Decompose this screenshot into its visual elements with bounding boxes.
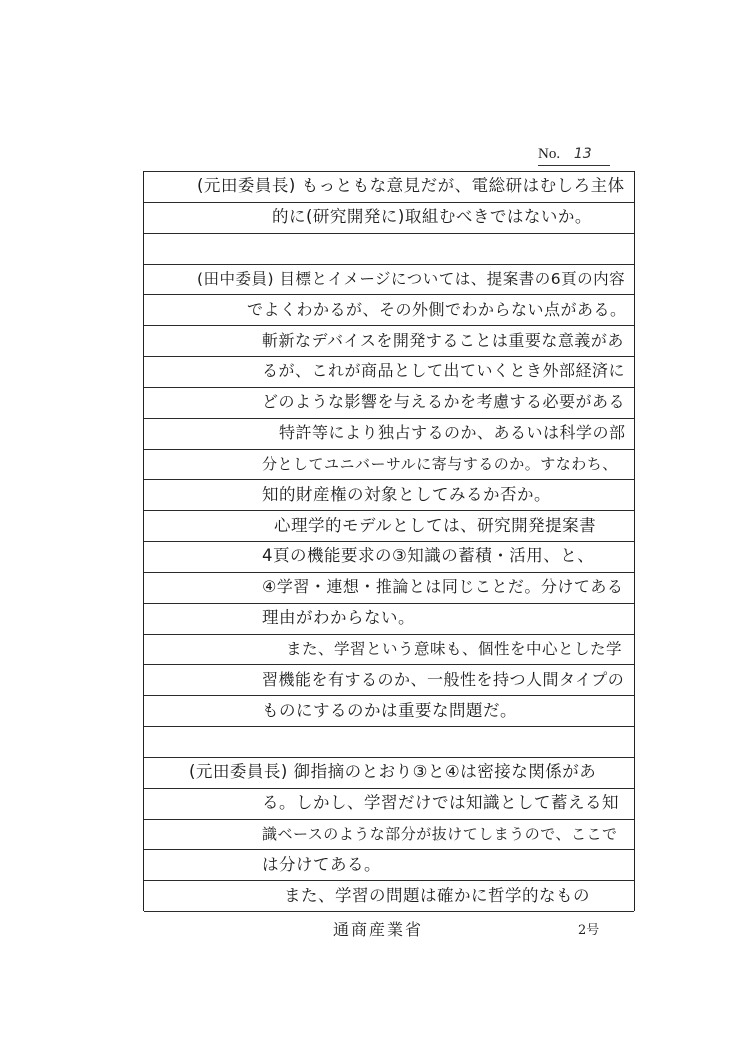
page-number-label: No. bbox=[538, 146, 561, 162]
text-line: 知的財産権の対象としてみるか否か。 bbox=[262, 484, 551, 504]
ruled-sheet bbox=[143, 171, 635, 911]
form-number: 2号 bbox=[578, 923, 600, 938]
text-line: (元田委員長) もっともな意見だが、電総研はむしろ主体 bbox=[197, 176, 625, 196]
ruled-line bbox=[144, 911, 634, 912]
page-number-value: 13 bbox=[573, 146, 592, 162]
text-line: また、学習という意味も、個性を中心とした学 bbox=[286, 639, 623, 658]
text-line: 習機能を有するのか、一般性を持つ人間タイプの bbox=[262, 669, 625, 689]
text-line: また、学習の問題は確かに哲学的なもの bbox=[284, 885, 590, 905]
text-line bbox=[262, 726, 628, 756]
text-line: (元田委員長) 御指摘のとおり③と④は密接な関係があ bbox=[189, 762, 597, 782]
ministry-name: 通商産業省 bbox=[333, 920, 424, 939]
text-line: は分けてある。 bbox=[262, 854, 381, 874]
text-line: 的に(研究開発に)取組むべきではないか。 bbox=[272, 207, 592, 227]
text-line: 理由がわからない。 bbox=[262, 608, 415, 628]
text-line: ④学習・連想・推論とは同じことだ。分けてある bbox=[262, 577, 624, 597]
text-line: るが、これが商品として出ていくとき外部経済に bbox=[262, 361, 626, 381]
text-line: る。しかし、学習だけでは知識として蓄える知 bbox=[262, 793, 619, 813]
text-line bbox=[272, 233, 628, 263]
page-number bbox=[538, 146, 610, 166]
text-line: 4頁の機能要求の③知識の蓄積・活用、と、 bbox=[262, 546, 595, 566]
text-line: 心理学的モデルとしては、研究開発提案書 bbox=[274, 515, 597, 535]
text-line: 斬新なデバイスを開発することは重要な意義があ bbox=[262, 330, 624, 350]
text-line: どのような影響を与えるかを考慮する必要がある bbox=[262, 392, 626, 412]
text-line: 識ベースのような部分が抜けてしまうので、ここで bbox=[262, 824, 618, 843]
text-line: ものにするのかは重要な問題だ。 bbox=[262, 700, 517, 720]
text-line: でよくわかるが、その外側でわからない点がある。 bbox=[247, 299, 627, 319]
text-line: 分としてユニバーサルに寄与するのか。すなわち、 bbox=[262, 454, 618, 473]
text-line: (田中委員) 目標とイメージについては、提案書の6頁の内容 bbox=[197, 269, 626, 288]
text-line: 特許等により独占するのか、あるいは科学の部 bbox=[279, 423, 626, 443]
